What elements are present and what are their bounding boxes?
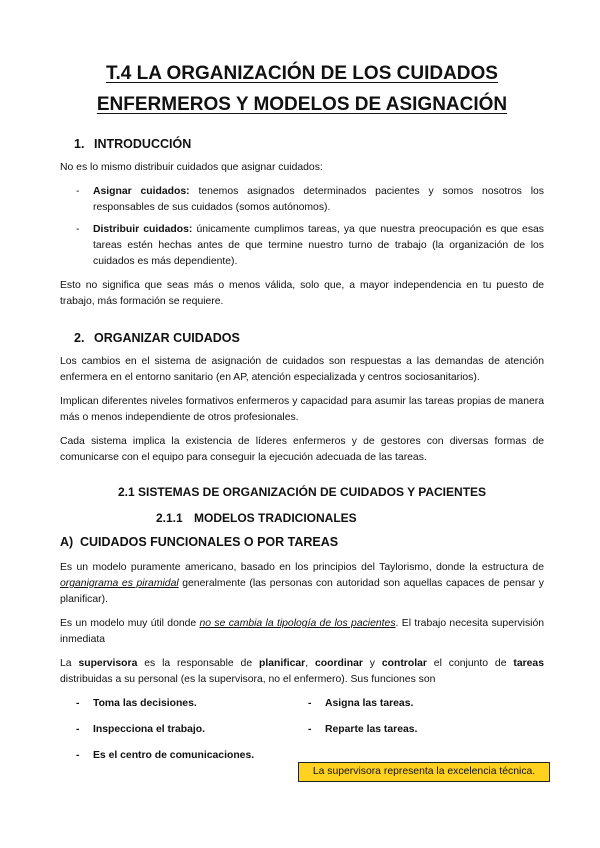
section-a-title: CUIDADOS FUNCIONALES O POR TAREAS [80, 535, 339, 549]
bold-term: planificar [259, 658, 306, 669]
subsection-2-1-1-number: 2.1.1 [156, 511, 183, 525]
text-run: es la responsable de [137, 658, 259, 669]
section-a-heading [60, 534, 544, 550]
section-a-paragraph-2 [60, 616, 544, 648]
section-a-paragraph-1 [60, 560, 544, 608]
section-1-intro: No es lo mismo distribuir cuidados que asignar cuidados: [60, 162, 323, 173]
bold-term: tareas [513, 658, 544, 669]
text-run: Es un modelo muy útil donde [60, 618, 200, 629]
section-2-paragraph-3: Cada sistema implica la existencia de líderes enfermeros y de gestores con diversas formas de comunicarse con el equipo para conseguir la ejecución adecuada de las tareas. [60, 436, 544, 463]
section-2-paragraph-2: Implican diferentes niveles formativos enfermeros y capacidad para asumir las tareas propias de manera más o menos independiente de otros profesionales. [60, 396, 544, 423]
list-item [60, 184, 544, 216]
function-item: - Asigna las tareas. [292, 696, 544, 712]
document-page [60, 58, 544, 764]
section-2-number: 2. [74, 331, 85, 345]
text-run: Es un modelo puramente americano, basado en los principios del Taylorismo, donde la estructura de [60, 562, 544, 573]
highlight-callout: La supervisora representa la excelencia técnica. [298, 762, 550, 782]
function-item: - Toma las decisiones. [60, 696, 292, 712]
definition-asignar: tenemos asignados determinados pacientes y somos nosotros los responsables de sus cuidados (somos autónomos). [93, 186, 544, 213]
title-line-1: T.4 LA ORGANIZACIÓN DE LOS CUIDADOS [106, 63, 498, 84]
bold-term: controlar [381, 658, 427, 669]
list-item [60, 222, 544, 270]
emphasis-tipologia: no se cambia la tipología de los pacientes [199, 618, 396, 629]
section-1-heading [74, 136, 544, 152]
subsection-2-1-1-heading [156, 510, 544, 526]
term-distribuir: Distribuir cuidados: [93, 224, 193, 235]
function-item: - Inspecciona el trabajo. [60, 722, 292, 738]
term-asignar: Asignar cuidados: [93, 186, 190, 197]
text-run: y [362, 658, 382, 669]
section-2-paragraph-1: Los cambios en el sistema de asignación de cuidados son respuestas a las demandas de atención enfermera en el entorno sanitario (en AP, atención especializada y centros sociosanitarios). [60, 356, 544, 383]
text-run: el conjunto de [426, 658, 514, 669]
section-1-number: 1. [74, 137, 85, 151]
text-run: , [305, 658, 315, 669]
bold-term: supervisora [78, 658, 138, 669]
function-item: - Reparte las tareas. [292, 722, 544, 738]
definition-distribuir: únicamente cumplimos tareas, ya que nuestra preocupación es que esas tareas estén hechas antes de que termine nuestro turno de trabajo (la organización de los cuidados es más dependiente). [93, 224, 545, 267]
section-a-paragraph-3 [60, 656, 544, 688]
text-run: La [60, 658, 79, 669]
subsection-2-1-1-title: MODELOS TRADICIONALES [194, 511, 357, 525]
title-line-2: ENFERMEROS Y MODELOS DE ASIGNACIÓN [96, 94, 508, 115]
section-2-heading [74, 330, 544, 346]
text-run: distribuidas a su personal (es la supervisora, no el enfermero). Sus funciones son [60, 674, 436, 685]
bold-term: coordinar [314, 658, 363, 669]
text-run: . El trabajo necesita supervisión inmediata [60, 618, 545, 645]
document-title [60, 58, 544, 120]
text-run: generalmente (las personas con autoridad son aquellas capaces de pensar y planificar). [60, 578, 544, 605]
function-item: - Es el centro de comunicaciones. [60, 748, 292, 764]
section-1-closing: Esto no significa que seas más o menos válida, solo que, a mayor independencia en tu puesto de trabajo, más formación se requiere. [60, 280, 544, 307]
section-1-list [60, 184, 544, 270]
subsection-2-1-heading: 2.1 SISTEMAS DE ORGANIZACIÓN DE CUIDADOS Y PACIENTES [117, 485, 487, 499]
section-2-title: ORGANIZAR CUIDADOS [94, 331, 240, 345]
section-1-title: INTRODUCCIÓN [94, 137, 192, 151]
section-a-number: A) [60, 535, 74, 549]
emphasis-organigrama: organigrama es piramidal [60, 578, 179, 589]
functions-list [60, 696, 544, 764]
